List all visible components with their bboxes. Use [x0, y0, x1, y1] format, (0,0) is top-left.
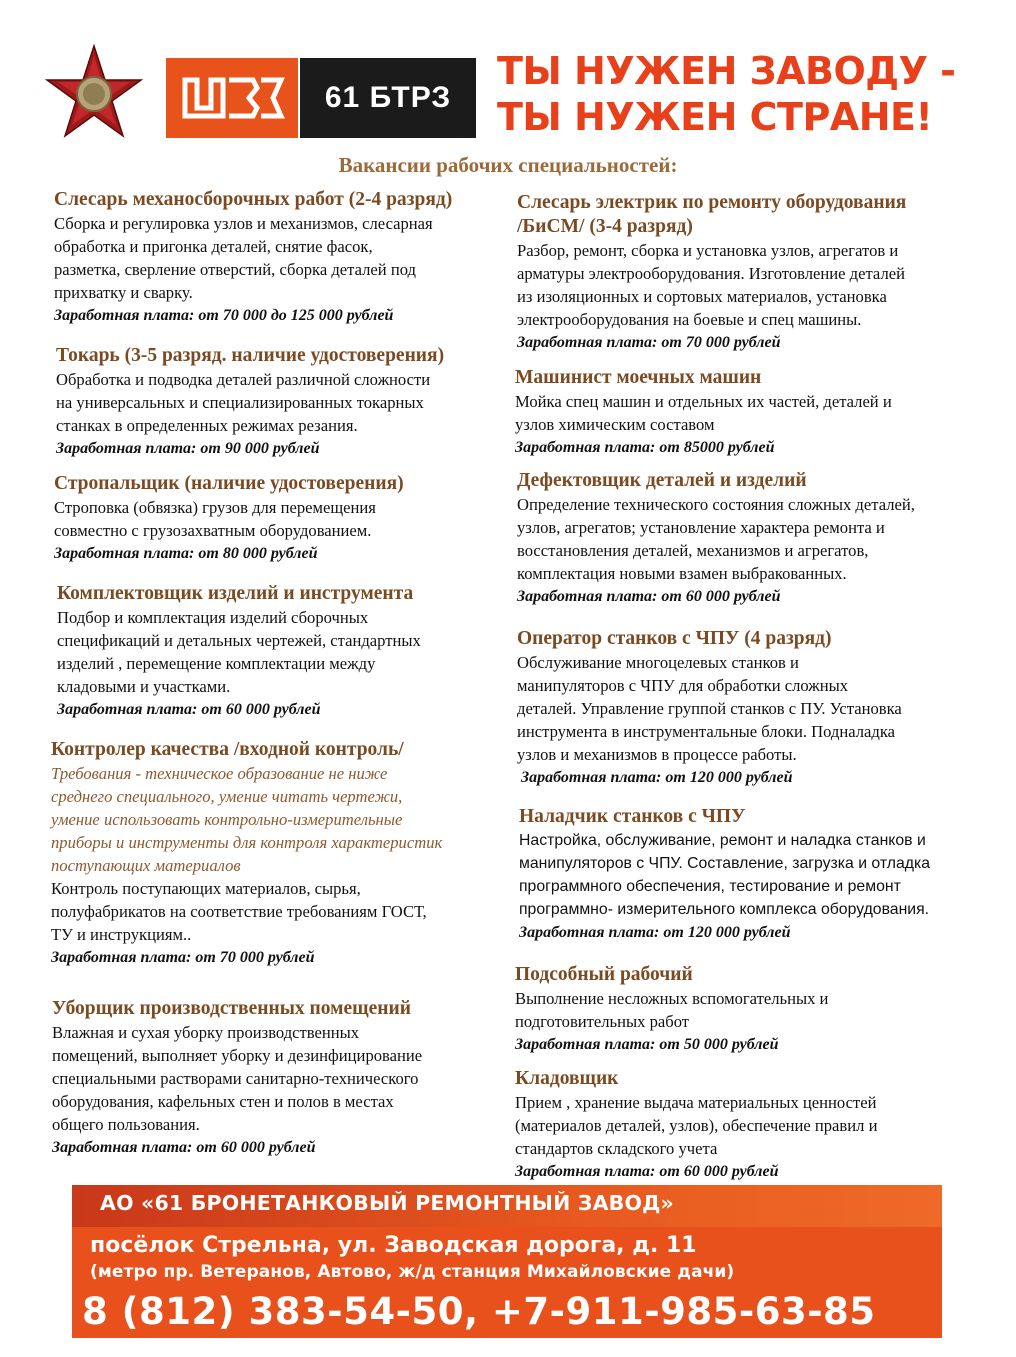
job-title: Уборщик производственных помещений	[52, 998, 411, 1019]
job-salary: Заработная плата: от 120 000 рублей	[521, 769, 793, 786]
job-requirements-line: Требования - техническое образование не ниже	[51, 764, 388, 783]
job-title: Дефектовщик деталей и изделий	[517, 470, 807, 491]
job-salary: Заработная плата: от 60 000 рублей	[52, 1139, 316, 1156]
job-desc-line: спецификаций и детальных чертежей, стандартных	[57, 631, 421, 650]
company-name: АО «61 БРОНЕТАНКОВЫЙ РЕМОНТНЫЙ ЗАВОД»	[100, 1191, 674, 1215]
job-salary: Заработная плата: от 70 000 рублей	[51, 949, 315, 966]
job-title: Токарь (3-5 разряд. наличие удостоверения)	[56, 345, 445, 366]
job-desc-line: Определение технического состояния сложных деталей,	[517, 495, 915, 514]
job-desc-line: ТУ и инструкциям..	[51, 925, 192, 944]
job-title: Слесарь механосборочных работ (2-4 разряд)	[54, 189, 453, 210]
job-desc-line: узлов, агрегатов; установление характера ремонта и	[517, 518, 885, 537]
job-desc-line: восстановления деталей, механизмов и агрегатов,	[517, 541, 869, 560]
job-desc-line: специальными растворами санитарно-технического	[52, 1069, 419, 1088]
contact-footer	[72, 1185, 942, 1338]
phone-numbers: 8 (812) 383-54-50, +7-911-985-63-85	[82, 1290, 876, 1333]
job-desc-line: Настройка, обслуживание, ремонт и наладка станков и	[519, 832, 926, 849]
btrz-logo	[300, 58, 476, 138]
job-desc-line: станках в определенных режимах резания.	[56, 416, 358, 435]
job-desc-line: Строповка (обвязка) грузов для перемещения	[54, 498, 376, 517]
company-address: посёлок Стрельна, ул. Заводская дорога, д. 11	[90, 1233, 697, 1258]
job-desc-line: разметка, сверление отверстий, сборка деталей под	[54, 260, 416, 279]
btrz-logo-text: 61 БТРЗ	[324, 81, 452, 114]
job-left-2	[56, 344, 511, 461]
job-salary: Заработная плата: от 60 000 рублей	[517, 588, 781, 605]
job-desc-line: из изоляционных и сортовых материалов, установка	[517, 287, 887, 306]
job-desc-line: кладовыми и участками.	[57, 677, 231, 696]
job-desc-line: стандартов складского учета	[515, 1139, 718, 1158]
vacancies-title: Вакансии рабочих специальностей:	[338, 153, 678, 177]
job-title: Комплектовщик изделий и инструмента	[57, 583, 414, 604]
job-title: Машинист моечных машин	[515, 367, 762, 388]
job-salary: Заработная плата: от 90 000 рублей	[56, 440, 320, 457]
slogan-line-1: ТЫ НУЖЕН ЗАВОДУ -	[497, 49, 956, 93]
job-desc-line: манипуляторов с ЧПУ для обработки сложных	[517, 676, 849, 695]
job-desc-line: деталей. Управление группой станков с ПУ. Установка	[517, 699, 902, 718]
job-desc-line: изделий , перемещение комплектации между	[57, 654, 376, 673]
job-desc-line: полуфабрикатов на соответствие требованиям ГОСТ,	[51, 902, 427, 921]
job-title-line: /БиСМ/ (3-4 разряд)	[517, 216, 693, 237]
job-desc-line: программно- измерительного комплекса оборудования.	[519, 901, 930, 918]
job-left-6	[52, 997, 507, 1160]
slogan-line-2: ТЫ НУЖЕН СТРАНЕ!	[497, 95, 933, 139]
job-right-3	[517, 469, 987, 609]
uvz-logo	[166, 58, 298, 138]
job-left-4	[57, 582, 512, 722]
job-desc-line: Разбор, ремонт, сборка и установка узлов, агрегатов и	[517, 241, 899, 260]
job-desc-line: общего пользования.	[52, 1115, 200, 1134]
job-left-5	[51, 738, 511, 970]
slogan	[497, 48, 997, 140]
job-salary: Заработная плата: от 50 000 рублей	[515, 1036, 779, 1053]
job-requirements-line: приборы и инструменты для контроля характеристик	[51, 833, 443, 852]
job-title: Кладовщик	[515, 1068, 619, 1089]
job-desc-line: узлов и механизмов в процессе работы.	[517, 745, 797, 764]
job-salary: Заработная плата: от 80 000 рублей	[54, 545, 318, 562]
job-desc-line: электрооборудования на боевые и спец машины.	[517, 310, 862, 329]
job-desc-line: комплектация новыми взамен выбракованных.	[517, 564, 847, 583]
job-desc-line: Обслуживание многоцелевых станков и	[517, 653, 799, 672]
job-salary: Заработная плата: от 70 000 рублей	[517, 334, 781, 351]
uvz-logo-mark	[177, 70, 287, 126]
job-desc-line: Выполнение несложных вспомогательных и	[515, 989, 829, 1008]
job-desc-line: (материалов деталей, узлов), обеспечение правил и	[515, 1116, 878, 1135]
job-salary: Заработная плата: от 60 000 рублей	[57, 701, 321, 718]
job-right-5	[519, 805, 989, 945]
job-title: Подсобный рабочий	[515, 964, 693, 985]
job-desc-line: Влажная и сухая уборку производственных	[52, 1023, 360, 1042]
job-left-3	[54, 472, 509, 566]
job-salary: Заработная плата: от 120 000 рублей	[519, 924, 791, 941]
job-desc-line: подготовительных работ	[515, 1012, 690, 1031]
job-desc-line: программного обеспечения, тестирование и ремонт	[519, 878, 901, 895]
job-desc-line: манипуляторов с ЧПУ. Составление, загрузка и отладка	[519, 855, 931, 872]
job-desc-line: инструмента в инструментальные блоки. Подналадка	[517, 722, 896, 741]
job-desc-line: Мойка спец машин и отдельных их частей, деталей и	[515, 392, 892, 411]
job-right-7	[515, 1067, 985, 1184]
job-salary: Заработная плата: от 85000 рублей	[515, 439, 775, 456]
job-salary: Заработная плата: от 60 000 рублей	[515, 1163, 779, 1180]
job-title: Оператор станков с ЧПУ (4 разряд)	[517, 628, 832, 649]
job-desc-line: Прием , хранение выдача материальных ценностей	[515, 1093, 877, 1112]
job-desc-line: Обработка и подводка деталей различной сложности	[56, 370, 431, 389]
job-title: Контролер качества /входной контроль/	[51, 739, 404, 760]
job-desc-line: узлов химическим составом	[515, 415, 715, 434]
job-right-4	[517, 627, 987, 790]
transport-info: (метро пр. Ветеранов, Автово, ж/д станция Михайловские дачи)	[90, 1262, 735, 1282]
job-title: Стропальщик (наличие удостоверения)	[54, 473, 404, 494]
job-desc-line: обработка и пригонка деталей, снятие фасок,	[54, 237, 373, 256]
job-right-2	[515, 366, 985, 460]
job-desc-line: на универсальных и специализированных токарных	[56, 393, 424, 412]
job-title-line: Слесарь электрик по ремонту оборудования	[517, 192, 907, 213]
job-desc-line: совместно с грузозахватным оборудованием.	[54, 521, 372, 540]
job-desc-line: Сборка и регулировка узлов и механизмов, слесарная	[54, 214, 433, 233]
job-requirements-line: среднего специального, умение читать чертежи,	[51, 787, 403, 806]
job-left-1	[54, 188, 509, 328]
job-requirements-line: умение использовать контрольно-измерительные	[51, 810, 403, 829]
job-desc-line: помещений, выполняет уборку и дезинфицирование	[52, 1046, 423, 1065]
job-requirements-line: поступающих материалов	[51, 856, 241, 875]
job-title: Наладчик станков с ЧПУ	[519, 806, 746, 827]
job-desc-line: Подбор и комплектация изделий сборочных	[57, 608, 369, 627]
red-star-emblem	[44, 44, 144, 144]
job-desc-line: оборудования, кафельных стен и полов в местах	[52, 1092, 394, 1111]
job-right-1	[517, 191, 987, 355]
job-desc-line: прихватку и сварку.	[54, 283, 193, 302]
job-salary: Заработная плата: от 70 000 до 125 000 рублей	[54, 307, 394, 324]
job-desc-line: арматуры электрооборудования. Изготовление деталей	[517, 264, 905, 283]
job-desc-line: Контроль поступающих материалов, сырья,	[51, 879, 361, 898]
job-right-6	[515, 963, 985, 1057]
